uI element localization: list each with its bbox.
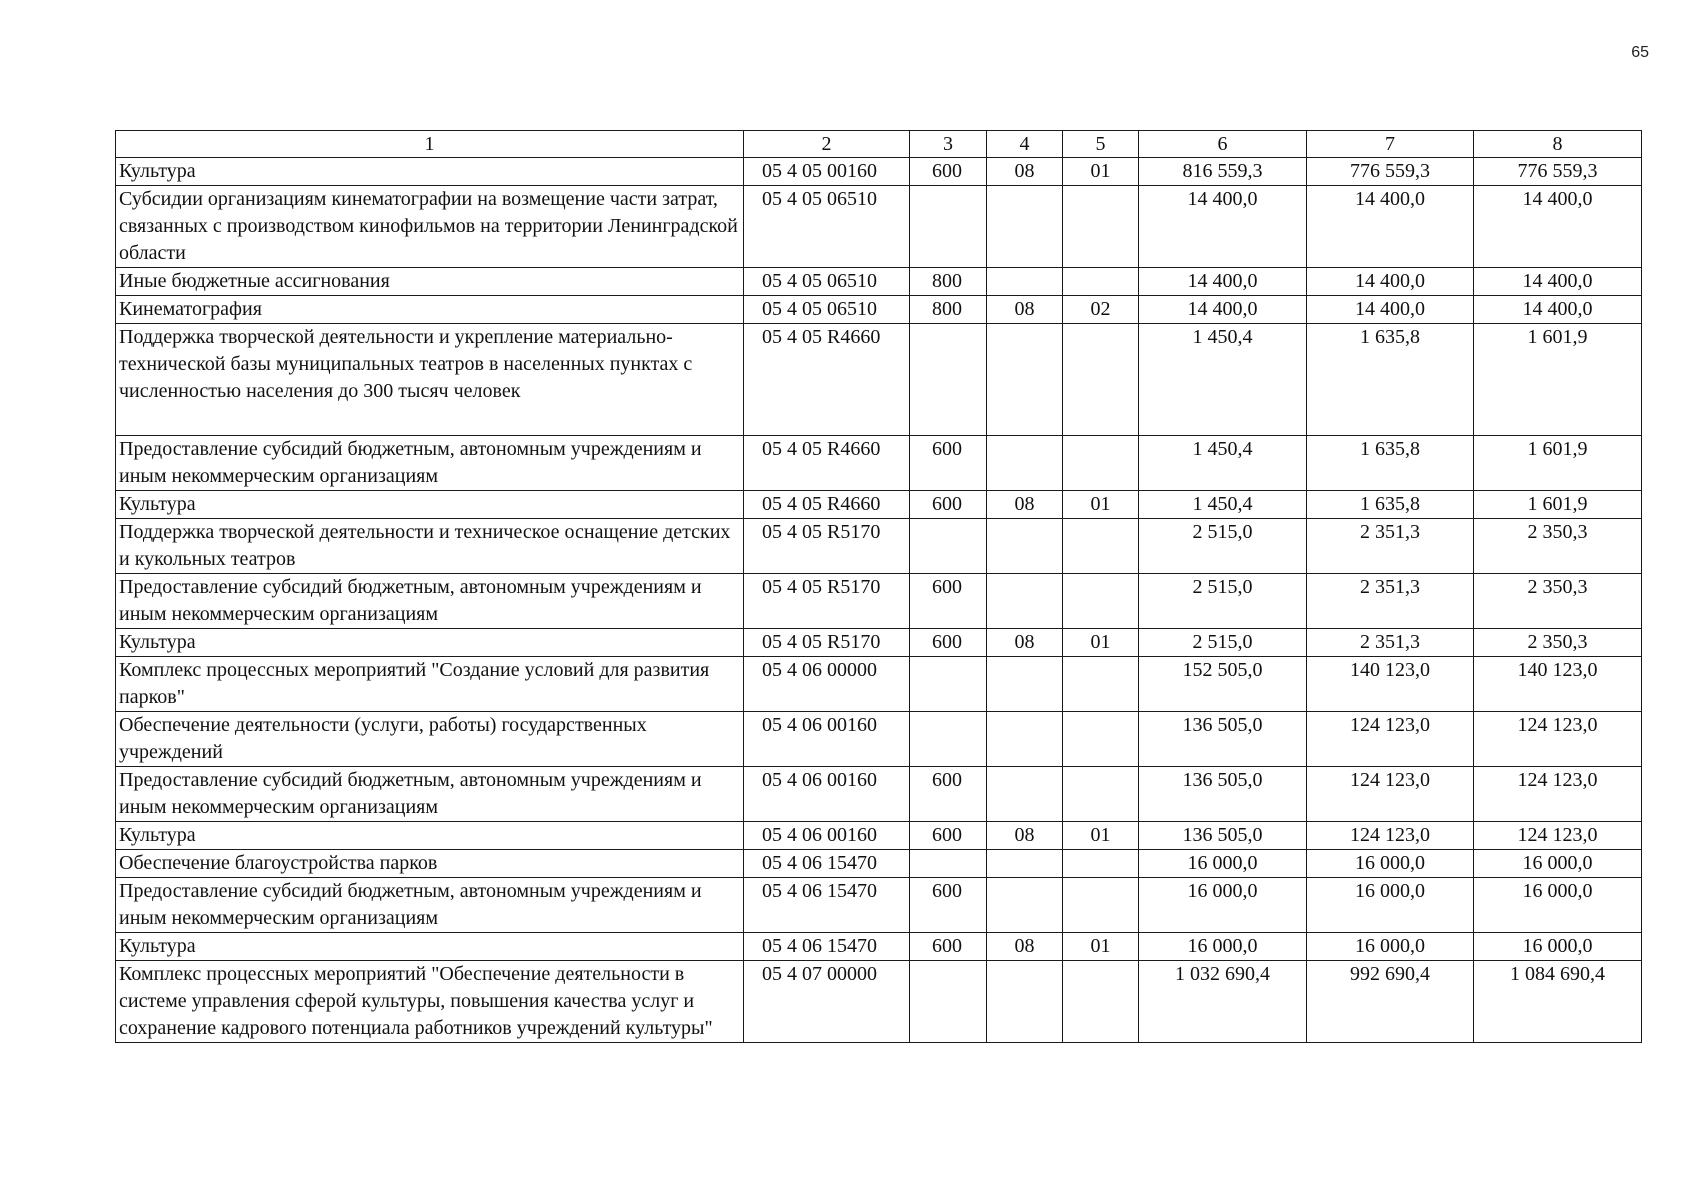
- amount-year-1: 1 450,4: [1139, 491, 1307, 519]
- amount-year-1: 1 032 690,4: [1139, 961, 1307, 1043]
- amount-year-1: 2 515,0: [1139, 519, 1307, 574]
- budget-table: [115, 130, 1642, 1043]
- target-code: 05 4 05 06510: [744, 296, 910, 324]
- section: [987, 519, 1063, 574]
- amount-year-2: 16 000,0: [1307, 878, 1474, 933]
- amount-year-1: 816 559,3: [1139, 158, 1307, 186]
- expense-type: 600: [910, 158, 987, 186]
- subsection: 01: [1063, 491, 1139, 519]
- amount-year-3: 124 123,0: [1474, 712, 1642, 767]
- amount-year-3: 2 350,3: [1474, 629, 1642, 657]
- amount-year-1: 2 515,0: [1139, 629, 1307, 657]
- section: [987, 574, 1063, 629]
- expense-type: [910, 324, 987, 436]
- table-row: [116, 186, 1642, 268]
- amount-year-3: 14 400,0: [1474, 296, 1642, 324]
- section: 08: [987, 933, 1063, 961]
- table-row: [116, 629, 1642, 657]
- target-code: 05 4 05 R4660: [744, 491, 910, 519]
- section: [987, 436, 1063, 491]
- row-name: Обеспечение деятельности (услуги, работы) государственных учреждений: [116, 712, 744, 767]
- table-row: [116, 822, 1642, 850]
- row-name: Поддержка творческой деятельности и техническое оснащение детских и кукольных театров: [116, 519, 744, 574]
- amount-year-1: 14 400,0: [1139, 268, 1307, 296]
- subsection: [1063, 268, 1139, 296]
- table-row: [116, 961, 1642, 1043]
- amount-year-1: 14 400,0: [1139, 186, 1307, 268]
- section: [987, 712, 1063, 767]
- section: [987, 657, 1063, 712]
- target-code: 05 4 05 R5170: [744, 629, 910, 657]
- amount-year-2: 16 000,0: [1307, 933, 1474, 961]
- table-row: [116, 491, 1642, 519]
- amount-year-3: 776 559,3: [1474, 158, 1642, 186]
- amount-year-1: 136 505,0: [1139, 712, 1307, 767]
- expense-type: 600: [910, 436, 987, 491]
- amount-year-1: 152 505,0: [1139, 657, 1307, 712]
- expense-type: 600: [910, 767, 987, 822]
- amount-year-3: 1 084 690,4: [1474, 961, 1642, 1043]
- expense-type: 600: [910, 629, 987, 657]
- amount-year-1: 14 400,0: [1139, 296, 1307, 324]
- row-name: Комплекс процессных мероприятий "Обеспечение деятельности в системе управления сферой культуры, повышения качества услуг и сохранение кадрового потенциала работников учреждений культуры": [116, 961, 744, 1043]
- table-body: [116, 158, 1642, 1043]
- amount-year-2: 2 351,3: [1307, 519, 1474, 574]
- amount-year-1: 2 515,0: [1139, 574, 1307, 629]
- column-header: 3: [910, 131, 987, 158]
- table-row: [116, 850, 1642, 878]
- amount-year-2: 124 123,0: [1307, 712, 1474, 767]
- row-name: Культура: [116, 491, 744, 519]
- expense-type: 600: [910, 574, 987, 629]
- amount-year-2: 1 635,8: [1307, 491, 1474, 519]
- section: 08: [987, 822, 1063, 850]
- amount-year-3: 16 000,0: [1474, 933, 1642, 961]
- column-header: 6: [1139, 131, 1307, 158]
- target-code: 05 4 06 15470: [744, 878, 910, 933]
- expense-type: [910, 186, 987, 268]
- amount-year-3: 16 000,0: [1474, 878, 1642, 933]
- target-code: 05 4 06 15470: [744, 850, 910, 878]
- section: 08: [987, 491, 1063, 519]
- row-name: Культура: [116, 933, 744, 961]
- page-number: 65: [1631, 44, 1649, 61]
- amount-year-2: 14 400,0: [1307, 296, 1474, 324]
- table-row: [116, 519, 1642, 574]
- amount-year-2: 1 635,8: [1307, 324, 1474, 436]
- amount-year-2: 992 690,4: [1307, 961, 1474, 1043]
- table-row: [116, 268, 1642, 296]
- expense-type: [910, 712, 987, 767]
- row-name: Предоставление субсидий бюджетным, автономным учреждениям и иным некоммерческим организациям: [116, 574, 744, 629]
- amount-year-2: 140 123,0: [1307, 657, 1474, 712]
- amount-year-3: 140 123,0: [1474, 657, 1642, 712]
- amount-year-3: 2 350,3: [1474, 519, 1642, 574]
- amount-year-3: 16 000,0: [1474, 850, 1642, 878]
- target-code: 05 4 07 00000: [744, 961, 910, 1043]
- expense-type: 600: [910, 933, 987, 961]
- expense-type: 600: [910, 822, 987, 850]
- subsection: 01: [1063, 158, 1139, 186]
- amount-year-1: 16 000,0: [1139, 933, 1307, 961]
- row-name: Комплекс процессных мероприятий "Создание условий для развития парков": [116, 657, 744, 712]
- row-name: Культура: [116, 158, 744, 186]
- column-header: 4: [987, 131, 1063, 158]
- subsection: 01: [1063, 822, 1139, 850]
- expense-type: 800: [910, 296, 987, 324]
- amount-year-2: 1 635,8: [1307, 436, 1474, 491]
- row-name: Субсидии организациям кинематографии на возмещение части затрат, связанных с производством кинофильмов на территории Ленинградской области: [116, 186, 744, 268]
- subsection: [1063, 961, 1139, 1043]
- table-row: [116, 878, 1642, 933]
- header-row: [116, 131, 1642, 158]
- expense-type: 600: [910, 878, 987, 933]
- target-code: 05 4 06 00160: [744, 712, 910, 767]
- row-name: Поддержка творческой деятельности и укрепление материально-технической базы муниципальных театров в населенных пунктах с численностью населения до 300 тысяч человек: [116, 324, 744, 436]
- amount-year-2: 124 123,0: [1307, 767, 1474, 822]
- row-name: Предоставление субсидий бюджетным, автономным учреждениям и иным некоммерческим организациям: [116, 767, 744, 822]
- amount-year-3: 14 400,0: [1474, 186, 1642, 268]
- target-code: 05 4 06 00160: [744, 767, 910, 822]
- subsection: [1063, 186, 1139, 268]
- amount-year-2: 2 351,3: [1307, 629, 1474, 657]
- amount-year-2: 2 351,3: [1307, 574, 1474, 629]
- column-header: 7: [1307, 131, 1474, 158]
- amount-year-1: 136 505,0: [1139, 767, 1307, 822]
- expense-type: 600: [910, 491, 987, 519]
- table-row: [116, 158, 1642, 186]
- subsection: 02: [1063, 296, 1139, 324]
- section: [987, 324, 1063, 436]
- row-name: Предоставление субсидий бюджетным, автономным учреждениям и иным некоммерческим организациям: [116, 878, 744, 933]
- subsection: [1063, 574, 1139, 629]
- target-code: 05 4 05 R5170: [744, 574, 910, 629]
- amount-year-3: 14 400,0: [1474, 268, 1642, 296]
- column-header: 5: [1063, 131, 1139, 158]
- target-code: 05 4 05 06510: [744, 268, 910, 296]
- amount-year-3: 124 123,0: [1474, 767, 1642, 822]
- section: [987, 961, 1063, 1043]
- table-row: [116, 712, 1642, 767]
- section: 08: [987, 629, 1063, 657]
- subsection: [1063, 767, 1139, 822]
- amount-year-2: 776 559,3: [1307, 158, 1474, 186]
- amount-year-3: 1 601,9: [1474, 324, 1642, 436]
- subsection: [1063, 850, 1139, 878]
- amount-year-3: 124 123,0: [1474, 822, 1642, 850]
- subsection: [1063, 878, 1139, 933]
- section: 08: [987, 296, 1063, 324]
- amount-year-1: 1 450,4: [1139, 436, 1307, 491]
- amount-year-1: 16 000,0: [1139, 878, 1307, 933]
- expense-type: 800: [910, 268, 987, 296]
- amount-year-1: 16 000,0: [1139, 850, 1307, 878]
- table-row: [116, 933, 1642, 961]
- section: [987, 767, 1063, 822]
- table-row: [116, 436, 1642, 491]
- target-code: 05 4 05 R4660: [744, 436, 910, 491]
- row-name: Кинематография: [116, 296, 744, 324]
- subsection: [1063, 712, 1139, 767]
- expense-type: [910, 850, 987, 878]
- section: 08: [987, 158, 1063, 186]
- target-code: 05 4 05 06510: [744, 186, 910, 268]
- expense-type: [910, 519, 987, 574]
- target-code: 05 4 06 15470: [744, 933, 910, 961]
- target-code: 05 4 05 R5170: [744, 519, 910, 574]
- section: [987, 850, 1063, 878]
- subsection: [1063, 436, 1139, 491]
- amount-year-2: 124 123,0: [1307, 822, 1474, 850]
- section: [987, 186, 1063, 268]
- table-row: [116, 574, 1642, 629]
- amount-year-2: 14 400,0: [1307, 268, 1474, 296]
- table-row: [116, 767, 1642, 822]
- subsection: 01: [1063, 933, 1139, 961]
- expense-type: [910, 961, 987, 1043]
- amount-year-1: 136 505,0: [1139, 822, 1307, 850]
- column-header: 8: [1474, 131, 1642, 158]
- table-row: [116, 296, 1642, 324]
- amount-year-2: 14 400,0: [1307, 186, 1474, 268]
- target-code: 05 4 06 00160: [744, 822, 910, 850]
- amount-year-2: 16 000,0: [1307, 850, 1474, 878]
- amount-year-3: 1 601,9: [1474, 491, 1642, 519]
- table-row: [116, 657, 1642, 712]
- amount-year-3: 1 601,9: [1474, 436, 1642, 491]
- section: [987, 878, 1063, 933]
- row-name: Иные бюджетные ассигнования: [116, 268, 744, 296]
- section: [987, 268, 1063, 296]
- expense-type: [910, 657, 987, 712]
- subsection: [1063, 657, 1139, 712]
- target-code: 05 4 05 00160: [744, 158, 910, 186]
- amount-year-3: 2 350,3: [1474, 574, 1642, 629]
- table-row: [116, 324, 1642, 436]
- column-header: 1: [116, 131, 744, 158]
- subsection: [1063, 519, 1139, 574]
- target-code: 05 4 05 R4660: [744, 324, 910, 436]
- subsection: 01: [1063, 629, 1139, 657]
- amount-year-1: 1 450,4: [1139, 324, 1307, 436]
- subsection: [1063, 324, 1139, 436]
- row-name: Предоставление субсидий бюджетным, автономным учреждениям и иным некоммерческим организациям: [116, 436, 744, 491]
- column-header: 2: [744, 131, 910, 158]
- row-name: Культура: [116, 629, 744, 657]
- target-code: 05 4 06 00000: [744, 657, 910, 712]
- row-name: Культура: [116, 822, 744, 850]
- row-name: Обеспечение благоустройства парков: [116, 850, 744, 878]
